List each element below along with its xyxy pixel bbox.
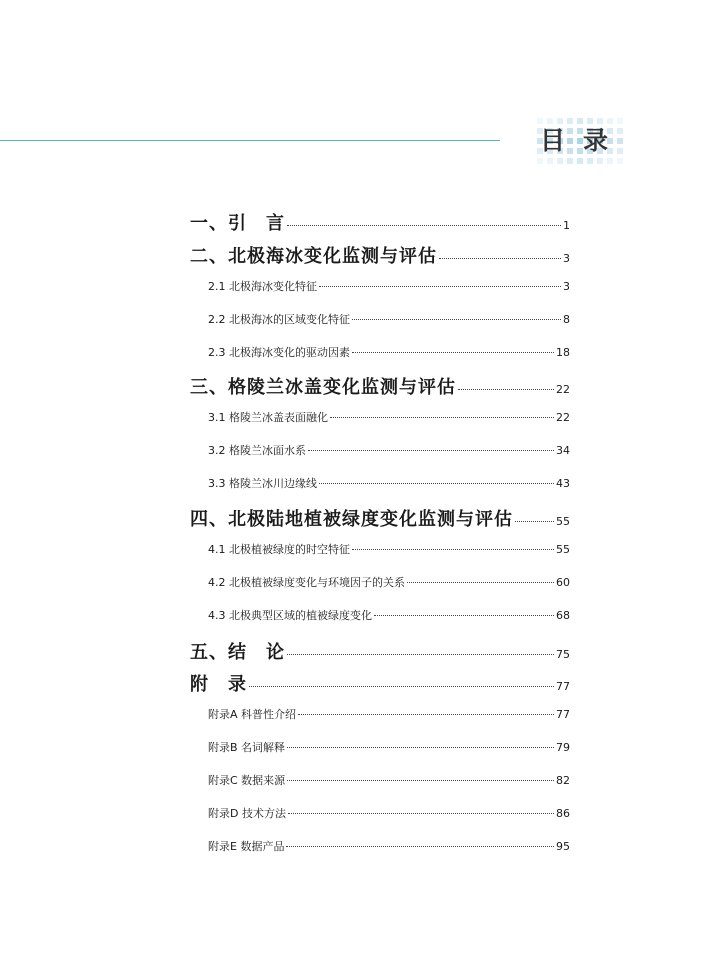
decorative-dot [547, 158, 553, 164]
dot-leader [287, 654, 554, 655]
toc-entry-title: 一、引 言 [190, 213, 285, 234]
toc-entry-title: 附录C 数据来源 [208, 774, 286, 787]
toc-entry-title: 3.3 格陵兰冰川边缘线 [208, 477, 317, 490]
decorative-dot [617, 158, 623, 164]
toc-entry[interactable] [208, 838, 570, 854]
decorative-dot [537, 118, 543, 124]
decorative-dot [597, 118, 603, 124]
dot-leader [515, 521, 554, 522]
dot-leader [330, 417, 554, 418]
toc-entry[interactable] [208, 409, 570, 425]
toc-entry-title: 2.1 北极海冰变化特征 [208, 280, 317, 293]
toc-entry[interactable] [208, 607, 570, 623]
dot-leader [308, 450, 554, 451]
toc-entry[interactable] [208, 706, 570, 722]
toc-entry-page: 1 [563, 219, 570, 232]
toc-entry[interactable] [208, 278, 570, 294]
toc-entry[interactable] [208, 772, 570, 788]
toc-entry-page: 79 [556, 741, 570, 754]
toc-entry[interactable] [190, 670, 570, 696]
dot-leader [298, 714, 554, 715]
dot-leader [352, 319, 561, 320]
dot-leader [287, 747, 554, 748]
toc-entry-title: 四、北极陆地植被绿度变化监测与评估 [190, 509, 513, 530]
dot-leader [374, 615, 554, 616]
decorative-dot [617, 138, 623, 144]
dot-leader [319, 483, 554, 484]
decorative-dot [607, 158, 613, 164]
toc-entry-title: 3.1 格陵兰冰盖表面融化 [208, 411, 328, 424]
decorative-dot [557, 118, 563, 124]
toc-entry[interactable] [190, 373, 570, 399]
toc-entry-page: 77 [556, 680, 570, 693]
dot-leader [287, 225, 561, 226]
toc-entry-page: 55 [556, 543, 570, 556]
toc-entry-title: 附 录 [190, 674, 247, 695]
dot-leader [319, 286, 561, 287]
toc-entry-title: 五、结 论 [190, 642, 285, 663]
toc-entry[interactable] [208, 805, 570, 821]
toc-entry-title: 二、北极海冰变化监测与评估 [190, 246, 437, 267]
page-title-char-1: 目 [540, 126, 566, 155]
toc-entry[interactable] [208, 311, 570, 327]
toc-entry-page: 3 [563, 280, 570, 293]
dot-leader [287, 780, 554, 781]
dot-leader [288, 813, 554, 814]
header-rule [0, 140, 500, 141]
toc-entry-page: 55 [556, 515, 570, 528]
toc-entry-page: 75 [556, 648, 570, 661]
toc-entry-title: 3.2 格陵兰冰面水系 [208, 444, 306, 457]
dot-leader [458, 389, 554, 390]
toc-entry[interactable] [208, 739, 570, 755]
toc-entry-page: 34 [556, 444, 570, 457]
decorative-dot [597, 158, 603, 164]
dot-leader [439, 258, 561, 259]
dot-leader [352, 352, 554, 353]
toc-entry[interactable] [208, 344, 570, 360]
toc-entry-page: 8 [563, 313, 570, 326]
decorative-dot [617, 118, 623, 124]
decorative-dot [547, 118, 553, 124]
toc-entry[interactable] [190, 209, 570, 235]
decorative-dot [567, 128, 573, 134]
toc-entry-title: 2.3 北极海冰变化的驱动因素 [208, 346, 350, 359]
decorative-dot [587, 118, 593, 124]
decorative-dot [567, 118, 573, 124]
decorative-dot [577, 158, 583, 164]
decorative-dot [557, 158, 563, 164]
dot-leader [407, 582, 554, 583]
dot-leader [286, 846, 554, 847]
decorative-dot [567, 138, 573, 144]
toc-entry-page: 18 [556, 346, 570, 359]
dot-leader [352, 549, 554, 550]
toc-entry-title: 4.1 北极植被绿度的时空特征 [208, 543, 350, 556]
toc-entry-title: 附录B 名词解释 [208, 741, 286, 754]
toc-entry-title: 2.2 北极海冰的区域变化特征 [208, 313, 350, 326]
decorative-dot [577, 118, 583, 124]
toc-entry[interactable] [208, 475, 570, 491]
toc-entry-page: 68 [556, 609, 570, 622]
toc-entry[interactable] [208, 574, 570, 590]
toc-entry[interactable] [190, 505, 570, 531]
decorative-dot [607, 118, 613, 124]
toc-entry[interactable] [190, 638, 570, 664]
decorative-dot [567, 148, 573, 154]
toc-entry-title: 4.3 北极典型区域的植被绿度变化 [208, 609, 372, 622]
toc-entry-title: 附录D 技术方法 [208, 807, 286, 820]
toc-entry-page: 60 [556, 576, 570, 589]
page-title-char-2: 录 [583, 126, 609, 155]
toc-entry-title: 三、格陵兰冰盖变化监测与评估 [190, 377, 456, 398]
toc-entry[interactable] [190, 242, 570, 268]
toc-entry[interactable] [208, 541, 570, 557]
toc-entry-title: 附录E 数据产品 [208, 840, 285, 853]
toc-entry-page: 77 [556, 708, 570, 721]
toc-entry-page: 22 [556, 411, 570, 424]
toc-entry-page: 82 [556, 774, 570, 787]
toc-entry-title: 4.2 北极植被绿度变化与环境因子的关系 [208, 576, 405, 589]
decorative-dot [587, 158, 593, 164]
toc-entry-page: 95 [556, 840, 570, 853]
toc-entry-page: 43 [556, 477, 570, 490]
toc-entry[interactable] [208, 442, 570, 458]
dot-leader [249, 686, 554, 687]
toc-entry-page: 3 [563, 252, 570, 265]
toc-entry-page: 22 [556, 383, 570, 396]
toc-entry-title: 附录A 科普性介绍 [208, 708, 297, 721]
decorative-dot [617, 128, 623, 134]
decorative-dot [537, 158, 543, 164]
decorative-dot [617, 148, 623, 154]
toc-entry-page: 86 [556, 807, 570, 820]
decorative-dot [567, 158, 573, 164]
